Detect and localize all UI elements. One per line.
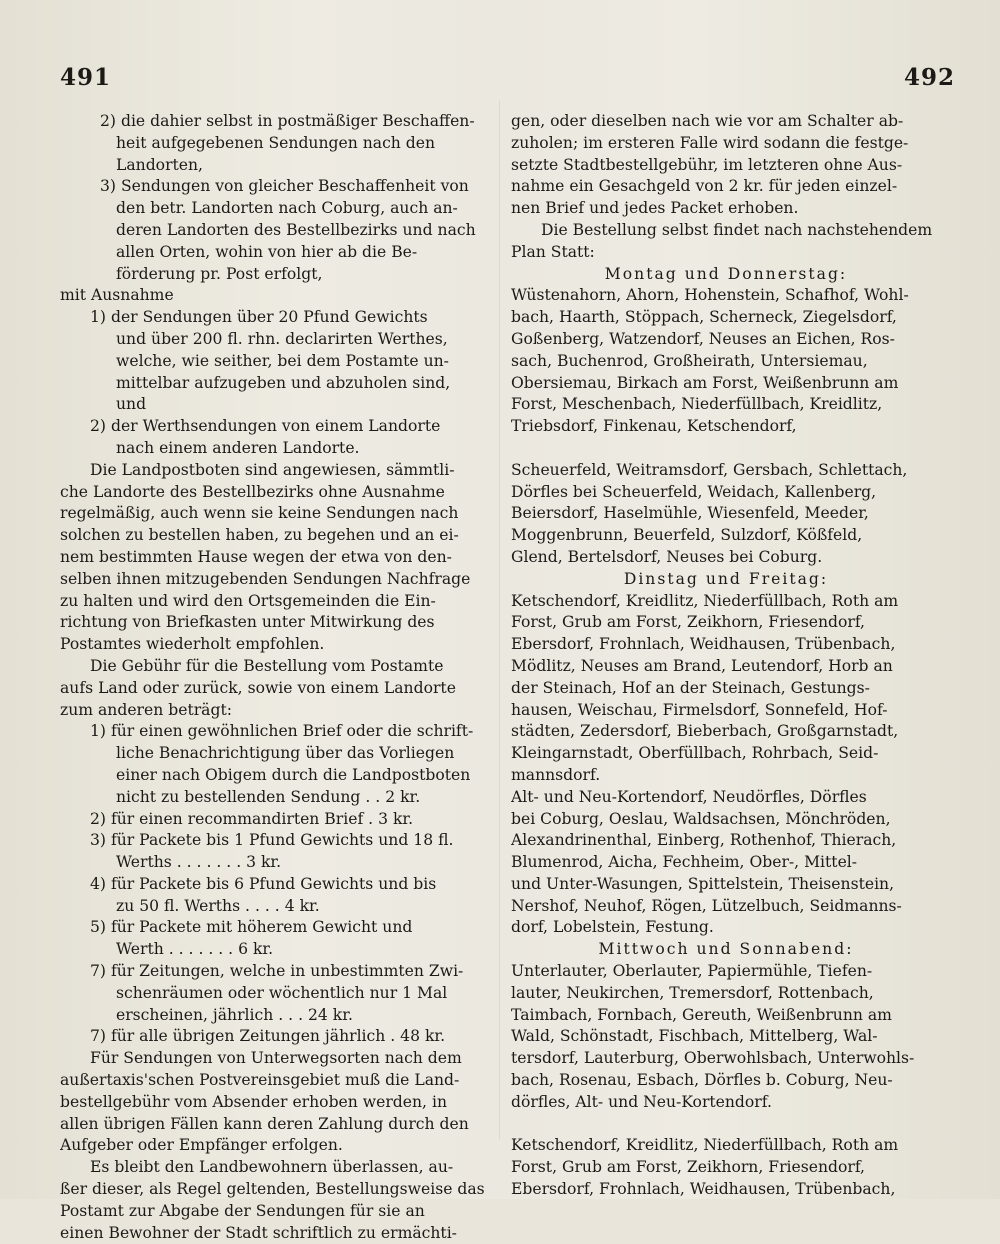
text-line: nem bestimmten Hause wegen der etwa von den- — [60, 547, 452, 566]
text-line: 2) der Werthsendungen von einem Landorte — [90, 417, 441, 436]
text-line: Postamt zur Abgabe der Sendungen für sie an — [60, 1201, 425, 1220]
schedule-heading: Dinstag und Freitag: — [623, 569, 829, 588]
text-line: sach, Buchenrod, Großheirath, Untersiemau, — [511, 351, 868, 370]
text-line: Taimbach, Fornbach, Gereuth, Weißenbrunn am — [511, 1005, 892, 1024]
text-line: 7) für Zeitungen, welche in unbestimmten Zwi- — [90, 962, 464, 981]
text-line: welche, wie seither, bei dem Postamte un- — [116, 351, 449, 370]
text-line: erscheinen, jährlich . . . 24 kr. — [116, 1005, 353, 1024]
text-line: einen Bewohner der Stadt schriftlich zu ermächti- — [60, 1223, 457, 1242]
text-line: nicht zu bestellenden Sendung . . 2 kr. — [116, 787, 421, 806]
text-line: 7) für alle übrigen Zeitungen jährlich . 48 kr. — [90, 1027, 446, 1046]
schedule-heading: Mittwoch und Sonnabend: — [598, 940, 854, 959]
text-line: Beiersdorf, Haselmühle, Wiesenfeld, Meeder, — [511, 504, 869, 523]
text-line: Ebersdorf, Frohnlach, Weidhausen, Trübenbach, — [511, 635, 896, 654]
right-page-number: 492 — [904, 64, 956, 91]
text-line: Landorten, — [116, 155, 204, 174]
text-line: richtung von Briefkasten unter Mitwirkung des — [60, 613, 435, 632]
text-line: setzte Stadtbestellgebühr, im letzteren ohne Aus- — [511, 155, 903, 174]
text-line: Moggenbrunn, Beuerfeld, Sulzdorf, Kößfeld, — [511, 526, 863, 545]
text-line: Forst, Meschenbach, Niederfüllbach, Kreidlitz, — [511, 395, 883, 414]
text-line: zu 50 fl. Werths . . . . 4 kr. — [116, 896, 320, 915]
text-line: Alexandrinenthal, Einberg, Rothenhof, Thierach, — [511, 831, 897, 850]
text-line: bach, Haarth, Stöppach, Scherneck, Ziegelsdorf, — [511, 308, 897, 327]
text-line: hausen, Weischau, Firmelsdorf, Sonnefeld, Hof- — [511, 700, 888, 719]
text-line: schenräumen oder wöchentlich nur 1 Mal — [116, 983, 448, 1002]
text-line: 5) für Packete mit höherem Gewicht und — [90, 918, 413, 937]
text-line: Forst, Grub am Forst, Zeikhorn, Friesendorf, — [511, 1158, 866, 1177]
text-line: einer nach Obigem durch die Landpostboten — [116, 765, 471, 784]
text-line: Ketschendorf, Kreidlitz, Niederfüllbach, Roth am — [511, 591, 899, 610]
text-line: dorf, Lobelstein, Festung. — [511, 918, 714, 937]
text-line: 1) für einen gewöhnlichen Brief oder die schrift- — [90, 722, 474, 741]
text-line: allen Orten, wohin von hier ab die Be- — [116, 242, 418, 261]
text-line: Wald, Schönstadt, Fischbach, Mittelberg, Wal- — [511, 1027, 878, 1046]
text-line: dörfles, Alt- und Neu-Kortendorf. — [511, 1092, 772, 1111]
text-line: Nershof, Neuhof, Rögen, Lützelbuch, Seidmanns- — [511, 896, 902, 915]
text-line: Die Landpostboten sind angewiesen, sämmtli- — [90, 460, 455, 479]
left-page-text-column — [60, 111, 488, 1244]
text-line: 2) die dahier selbst in postmäßiger Beschaffen- — [100, 112, 475, 130]
text-line: Forst, Grub am Forst, Zeikhorn, Friesendorf, — [511, 613, 866, 632]
text-line: nach einem anderen Landorte. — [116, 438, 360, 457]
text-line: außertaxis'schen Postvereinsgebiet muß die Land- — [60, 1071, 460, 1090]
text-line: Mödlitz, Neuses am Brand, Leutendorf, Horb an — [511, 656, 893, 675]
text-line: 1) der Sendungen über 20 Pfund Gewichts — [90, 308, 428, 327]
text-line: zum anderen beträgt: — [60, 700, 232, 719]
text-line: aufs Land oder zurück, sowie von einem Landorte — [60, 678, 456, 697]
text-line: 4) für Packete bis 6 Pfund Gewichts und bis — [90, 874, 437, 893]
text-line: 3) Sendungen von gleicher Beschaffenheit von — [100, 177, 469, 196]
text-line: Triebsdorf, Finkenau, Ketschendorf, — [511, 417, 797, 436]
text-line: Postamtes wiederholt empfohlen. — [60, 635, 325, 654]
text-line: Für Sendungen von Unterwegsorten nach dem — [90, 1049, 462, 1068]
text-line: Blumenrod, Aicha, Fechheim, Ober-, Mittel- — [511, 853, 858, 872]
text-line: Dörfles bei Scheuerfeld, Weidach, Kallenberg, — [511, 482, 877, 501]
text-line: Goßenberg, Watzendorf, Neuses an Eichen, Ros- — [511, 329, 895, 348]
text-line: zu halten und wird den Ortsgemeinden die Ein- — [60, 591, 436, 610]
text-line: Werth . . . . . . . 6 kr. — [116, 940, 274, 959]
text-line: Die Gebühr für die Bestellung vom Postamte — [90, 656, 444, 675]
text-line: und — [116, 395, 147, 414]
text-line: der Steinach, Hof an der Steinach, Gestungs- — [511, 678, 870, 697]
text-line: bach, Rosenau, Esbach, Dörfles b. Coburg, Neu- — [511, 1071, 893, 1090]
text-line: allen übrigen Fällen kann deren Zahlung durch den — [60, 1114, 469, 1133]
text-line: tersdorf, Lauterburg, Oberwohlsbach, Unterwohls- — [511, 1049, 915, 1068]
text-line: und Unter-Wasungen, Spittelstein, Theisenstein, — [511, 874, 895, 893]
text-line: Obersiemau, Birkach am Forst, Weißenbrunn am — [511, 373, 899, 392]
text-line: regelmäßig, auch wenn sie keine Sendungen nach — [60, 504, 459, 523]
text-line: liche Benachrichtigung über das Vorliegen — [116, 744, 455, 763]
text-line: nen Brief und jedes Packet erhoben. — [511, 199, 799, 218]
text-line: 3) für Packete bis 1 Pfund Gewichts und 18 fl. — [90, 831, 454, 850]
left-page-number: 491 — [60, 64, 112, 91]
text-line: Werths . . . . . . . 3 kr. — [116, 853, 282, 872]
text-line: Die Bestellung selbst findet nach nachstehendem — [541, 220, 933, 239]
page-gutter — [499, 100, 500, 1140]
text-line: städten, Zedersdorf, Bieberbach, Großgarnstadt, — [511, 722, 899, 741]
text-line: 2) für einen recommandirten Brief . 3 kr. — [90, 809, 414, 828]
text-line: Plan Statt: — [511, 242, 595, 261]
text-line: lauter, Neukirchen, Tremersdorf, Rottenbach, — [511, 983, 874, 1002]
text-line: Glend, Bertelsdorf, Neuses bei Coburg. — [511, 547, 823, 566]
text-line: zuholen; im ersteren Falle wird sodann die festge- — [511, 133, 909, 152]
text-line: Kleingarnstadt, Oberfüllbach, Rohrbach, Seid- — [511, 744, 879, 763]
text-line: den betr. Landorten nach Coburg, auch an- — [116, 199, 458, 218]
text-line: Aufgeber oder Empfänger erfolgen. — [60, 1136, 343, 1155]
text-line: und über 200 fl. rhn. declarirten Werthes, — [116, 329, 448, 348]
text-line: mittelbar aufzugeben und abzuholen sind, — [116, 373, 451, 392]
text-line: Wüstenahorn, Ahorn, Hohenstein, Schafhof, Wohl- — [511, 286, 909, 305]
text-line: Es bleibt den Landbewohnern überlassen, au- — [90, 1158, 454, 1177]
text-line: förderung pr. Post erfolgt, — [116, 264, 323, 283]
text-line: bei Coburg, Oeslau, Waldsachsen, Mönchröden, — [511, 809, 891, 828]
line-spacer — [511, 1114, 941, 1136]
text-line: Alt- und Neu-Kortendorf, Neudörfles, Dörfles — [511, 787, 867, 806]
text-line: solchen zu bestellen haben, zu begehen und an ei- — [60, 526, 459, 545]
text-line: che Landorte des Bestellbezirks ohne Ausnahme — [60, 482, 445, 501]
text-line: mannsdorf. — [511, 765, 601, 784]
text-line: bestellgebühr vom Absender erhoben werden, in — [60, 1092, 448, 1111]
text-line: Ketschendorf, Kreidlitz, Niederfüllbach, Roth am — [511, 1136, 899, 1155]
text-line: ßer dieser, als Regel geltenden, Bestellungsweise das — [60, 1180, 485, 1199]
text-line: selben ihnen mitzugebenden Sendungen Nachfrage — [60, 569, 471, 588]
schedule-heading: Montag und Donnerstag: — [604, 264, 848, 283]
text-line: Scheuerfeld, Weitramsdorf, Gersbach, Schlettach, — [511, 460, 908, 479]
text-line: deren Landorten des Bestellbezirks und nach — [116, 220, 476, 239]
line-spacer — [511, 438, 941, 460]
text-line: mit Ausnahme — [60, 286, 174, 305]
text-line: Ebersdorf, Frohnlach, Weidhausen, Trübenbach, — [511, 1180, 896, 1199]
text-line: Unterlauter, Oberlauter, Papiermühle, Tiefen- — [511, 962, 873, 981]
text-line: gen, oder dieselben nach wie vor am Schalter ab- — [511, 112, 904, 130]
text-line: nahme ein Gesachgeld von 2 kr. für jeden einzel- — [511, 177, 898, 196]
text-line: heit aufgegebenen Sendungen nach den — [116, 133, 436, 152]
right-page-text-column — [511, 111, 941, 1201]
